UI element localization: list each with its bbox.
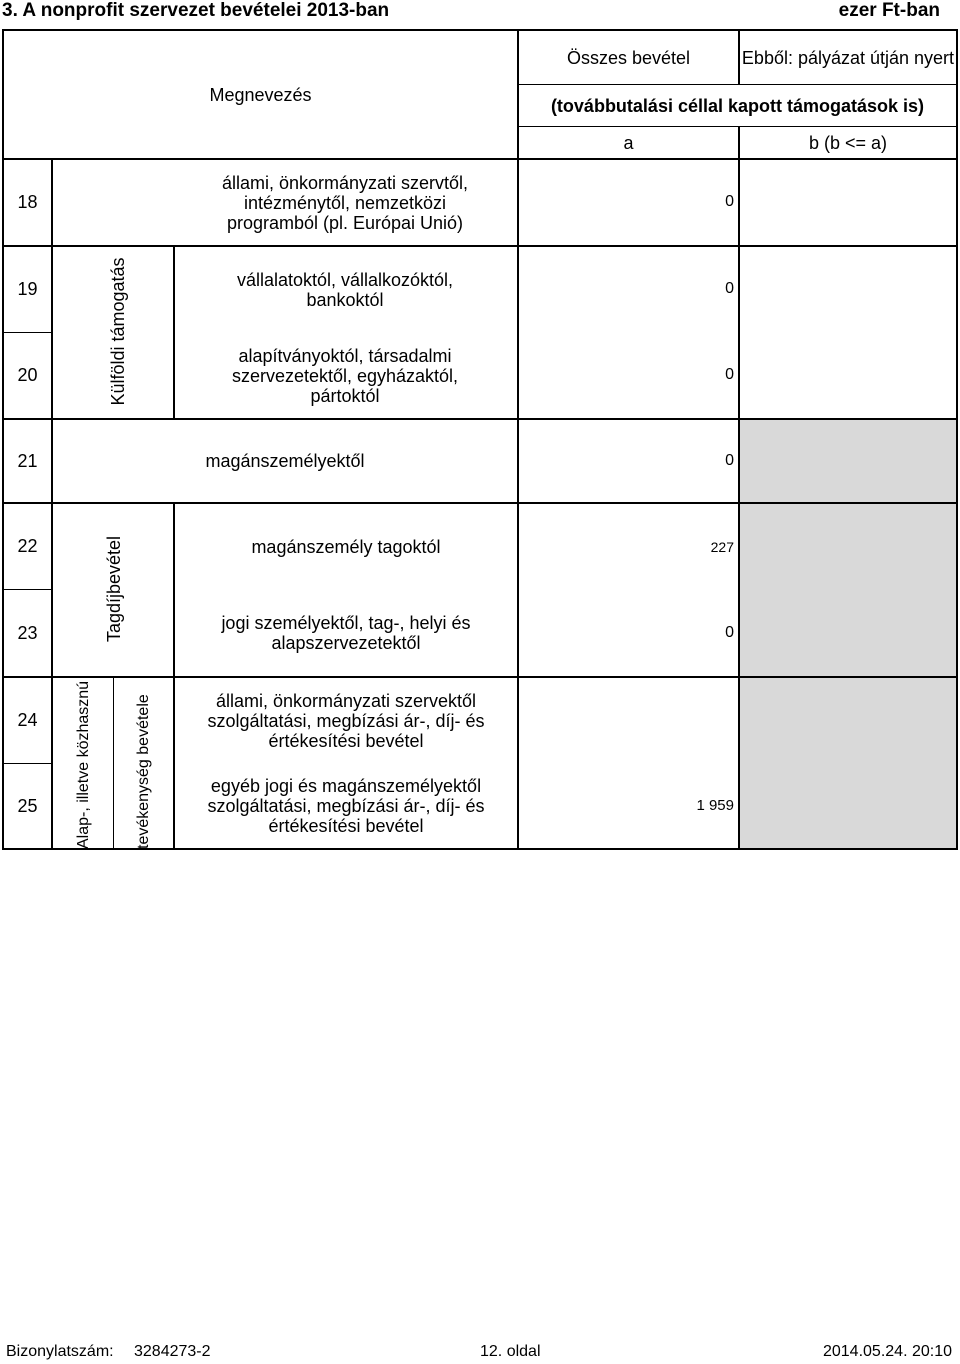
group-label-tevekenyseg: tevékenység bevétele (135, 694, 152, 849)
row-label: jogi személyektől, tag-, helyi és alapszervezetektől (221, 613, 471, 653)
value-a: 0 (725, 624, 734, 641)
row-number: 21 (17, 450, 38, 471)
row-label: vállalatoktól, vállalkozóktól, bankoktól (236, 269, 454, 310)
value-a: 0 (725, 366, 734, 383)
group-col-border-1 (173, 245, 175, 420)
row-label: magánszemélyektől (205, 451, 365, 471)
num-col-border (51, 158, 53, 850)
row-label: magánszemély tagoktól (251, 536, 441, 557)
value-a: 0 (725, 452, 734, 469)
group-label-kulfoldi: Külföldi támogatás (108, 257, 128, 406)
row-number: 25 (17, 795, 38, 816)
page-title: 3. A nonprofit szervezet bevételei 2013-ban (2, 0, 390, 21)
header-col-a: a (623, 132, 634, 153)
header-note: (továbbutalási céllal kapott támogatások is) (550, 95, 925, 116)
value-a: 0 (725, 193, 734, 210)
group-inner-border (113, 676, 114, 850)
value-a: 0 (725, 280, 734, 297)
a-col-border-bottom (738, 126, 740, 850)
footer-datetime: 2014.05.24. 20:10 (822, 1343, 952, 1360)
row-number: 24 (17, 710, 38, 730)
footer-label: Bizonylatszám: (6, 1343, 114, 1360)
row-label: egyéb jogi és magánszemélyektől szolgáltatási, megbízási ár-, díj- és értékesítési bevétel (207, 776, 485, 836)
row-label: állami, önkormányzati szervtől, intézménytől, nemzetközi programból (pl. Európai Unió) (221, 172, 469, 233)
page-number: 12. oldal (480, 1343, 541, 1360)
group-label-alap: Alap-, illetve közhasznú (75, 680, 92, 849)
value-a: 1 959 (696, 797, 734, 814)
row-number: 20 (17, 365, 38, 385)
group-label-tagdij: Tagdíjbevétel (104, 535, 124, 643)
row-number: 23 (17, 622, 38, 643)
header-osszes-bevetel: Összes bevétel (566, 47, 691, 68)
row-number: 18 (17, 192, 38, 212)
row-label: állami, önkormányzati szervektől szolgáltatási, megbízási ár-, díj- és értékesítési bevétel (207, 690, 485, 751)
unit-label: ezer Ft-ban (838, 0, 940, 21)
row-number: 22 (17, 536, 38, 556)
table-right-border (956, 29, 958, 850)
header-megnevezes: Megnevezés (209, 84, 312, 105)
row-label: alapítványoktól, társadalmi szervezetektől, egyházaktól, pártoktól (231, 345, 459, 406)
shaded-cell-b21 (739, 419, 958, 503)
header-col-b: b (b <= a) (808, 132, 888, 153)
document-number: 3284273-2 (134, 1343, 211, 1360)
value-a: 227 (710, 539, 734, 555)
row-18-bottom (2, 245, 958, 247)
row-number: 19 (17, 279, 38, 299)
header-ebbol-palyazat: Ebből: pályázat útján nyert (741, 47, 955, 68)
